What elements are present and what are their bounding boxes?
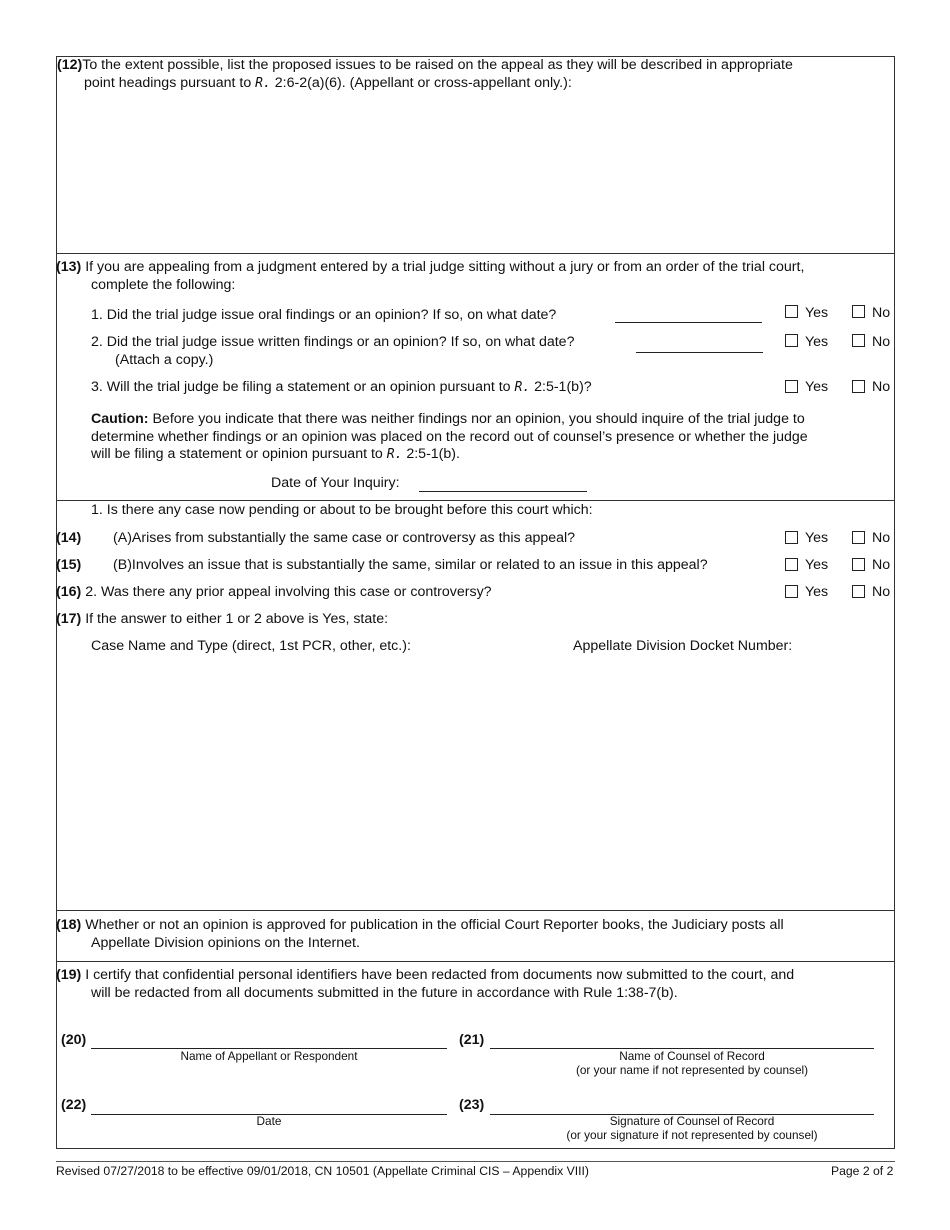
q18-number: (18): [56, 917, 82, 933]
written-findings-date-line: [636, 352, 763, 353]
q12-line2: point headings pursuant to R. 2:6-2(a)(6). (Appellant or cross-appellant only.):: [84, 75, 572, 91]
oral-findings-no-label: No: [872, 305, 891, 321]
judge-statement-no-label: No: [872, 379, 891, 395]
same-case-no-checkbox[interactable]: [852, 531, 865, 544]
judge-statement-yes-checkbox[interactable]: [785, 380, 798, 393]
q23-number: (23): [459, 1097, 485, 1113]
signature-date-input[interactable]: [93, 1096, 449, 1115]
judge-statement-yes-label: Yes: [805, 379, 829, 395]
q15-text: (B)Involves an issue that is substantially the same, similar or related to an issue in this appeal?: [113, 557, 708, 573]
q21-number: (21): [459, 1032, 485, 1048]
similar-issue-no-label: No: [872, 557, 891, 573]
same-case-no-label: No: [872, 530, 891, 546]
divider-18-19: [56, 961, 895, 962]
oral-findings-yes-label: Yes: [805, 305, 829, 321]
appellant-name-input[interactable]: [93, 1030, 449, 1049]
q14-number: (14): [56, 530, 82, 546]
q19-line1: (19) I certify that confidential personal identifiers have been redacted from documents now submitted to the court, and: [56, 967, 795, 983]
q13-item2-note: (Attach a copy.): [115, 352, 214, 368]
oral-findings-date-line: [615, 322, 762, 323]
q15-number: (15): [56, 557, 82, 573]
q17-line: (17) If the answer to either 1 or 2 above is Yes, state:: [56, 611, 389, 627]
divider-13-14: [56, 500, 895, 501]
prior-appeal-no-checkbox[interactable]: [852, 585, 865, 598]
prior-appeal-yes-checkbox[interactable]: [785, 585, 798, 598]
q13-item3: 3. Will the trial judge be filing a statement or an opinion pursuant to R. 2:5-1(b)?: [91, 379, 592, 395]
counsel-name-input[interactable]: [492, 1030, 876, 1049]
prior-appeal-yes-label: Yes: [805, 584, 829, 600]
caution-line2: determine whether findings or an opinion was placed on the record out of counsel’s presence or whether the judge: [91, 429, 808, 445]
pending-intro: 1. Is there any case now pending or about to be brought before this court which:: [91, 502, 593, 518]
similar-issue-no-checkbox[interactable]: [852, 558, 865, 571]
divider-12-13: [56, 253, 895, 254]
divider-17-18: [56, 910, 895, 911]
same-case-yes-label: Yes: [805, 530, 829, 546]
written-findings-no-label: No: [872, 334, 891, 350]
written-findings-yes-checkbox[interactable]: [785, 334, 798, 347]
q20-number: (20): [61, 1032, 87, 1048]
q13-line1: (13) If you are appealing from a judgment entered by a trial judge sitting without a jury or from an order of the trial court,: [56, 259, 805, 275]
caution-line3: will be filing a statement or opinion pursuant to R. 2:5-1(b).: [91, 446, 460, 462]
written-findings-date-input[interactable]: [637, 334, 765, 353]
footer-revision: Revised 07/27/2018 to be effective 09/01/2018, CN 10501 (Appellate Criminal CIS – Appendix VIII): [56, 1164, 589, 1178]
q19-number: (19): [56, 967, 82, 983]
same-case-yes-checkbox[interactable]: [785, 531, 798, 544]
q13-item2: 2. Did the trial judge issue written findings or an opinion? If so, on what date?: [91, 334, 575, 350]
q12-number: (12): [57, 57, 83, 73]
q12-issues-input[interactable]: [64, 96, 890, 250]
written-findings-yes-label: Yes: [805, 334, 829, 350]
similar-issue-yes-checkbox[interactable]: [785, 558, 798, 571]
q16-number: (16): [56, 584, 82, 600]
caution-line1: Caution: Before you indicate that there was neither findings nor an opinion, you should inquire of the trial judge to: [91, 411, 805, 427]
case-name-input[interactable]: [91, 662, 555, 906]
q17-number: (17): [56, 611, 82, 627]
q13-item1: 1. Did the trial judge issue oral findings or an opinion? If so, on what date?: [91, 307, 557, 323]
appellant-name-caption: Name of Appellant or Respondent: [180, 1049, 358, 1063]
q13-number: (13): [56, 259, 82, 275]
oral-findings-no-checkbox[interactable]: [852, 305, 865, 318]
counsel-signature-input[interactable]: [492, 1096, 876, 1115]
q18-line1: (18) Whether or not an opinion is approved for publication in the official Court Reporter books, the Judiciary posts all: [56, 917, 784, 933]
docket-number-label: Appellate Division Docket Number:: [573, 638, 793, 654]
docket-number-input[interactable]: [573, 662, 889, 906]
similar-issue-yes-label: Yes: [805, 557, 829, 573]
judge-statement-no-checkbox[interactable]: [852, 380, 865, 393]
q19-line2: will be redacted from all documents submitted in the future in accordance with Rule 1:38-7(b).: [91, 985, 678, 1001]
q22-number: (22): [61, 1097, 87, 1113]
caution-label: Caution:: [91, 411, 149, 427]
q18-line2: Appellate Division opinions on the Internet.: [91, 935, 360, 951]
case-name-label: Case Name and Type (direct, 1st PCR, other, etc.):: [91, 638, 411, 654]
inquiry-date-line: [419, 491, 587, 492]
signature-date-caption: Date: [256, 1114, 282, 1128]
q13-line2: complete the following:: [91, 277, 236, 293]
counsel-signature-caption: Signature of Counsel of Record (or your signature if not represented by counsel): [566, 1114, 818, 1142]
footer-rule: [56, 1161, 895, 1162]
page-number: Page 2 of 2: [831, 1164, 894, 1178]
inquiry-date-input[interactable]: [420, 473, 589, 492]
oral-findings-yes-checkbox[interactable]: [785, 305, 798, 318]
prior-appeal-no-label: No: [872, 584, 891, 600]
q14-text: (A)Arises from substantially the same case or controversy as this appeal?: [113, 530, 576, 546]
q12-line1: (12)To the extent possible, list the proposed issues to be raised on the appeal as they will be described in appropriate: [57, 57, 793, 73]
q16-line: (16) 2. Was there any prior appeal involving this case or controversy?: [56, 584, 492, 600]
written-findings-no-checkbox[interactable]: [852, 334, 865, 347]
inquiry-date-label: Date of Your Inquiry:: [271, 475, 400, 491]
counsel-name-caption: Name of Counsel of Record (or your name if not represented by counsel): [575, 1049, 809, 1077]
